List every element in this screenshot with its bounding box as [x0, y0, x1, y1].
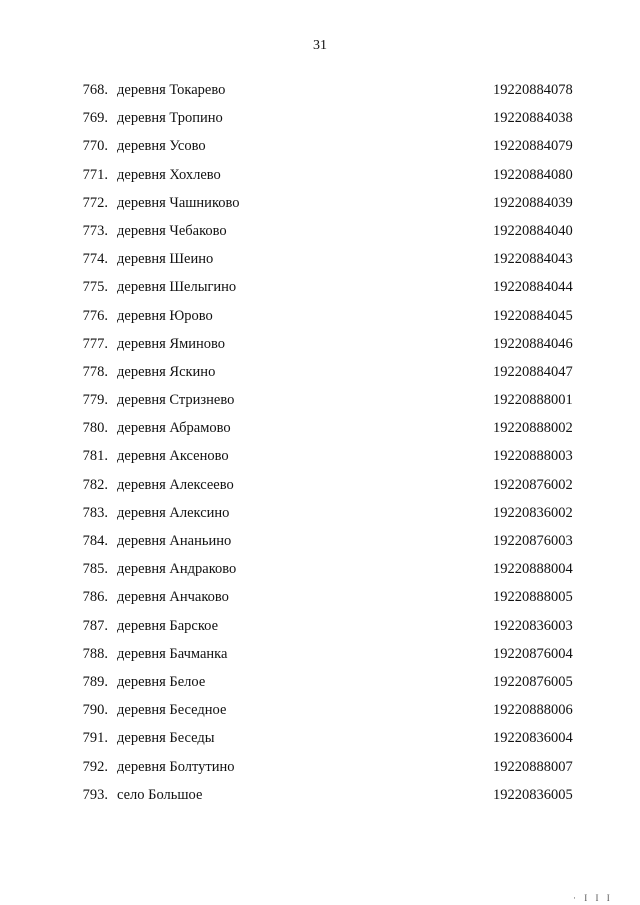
okato-code: 19220888007 [493, 758, 573, 775]
okato-code: 19220884044 [493, 279, 573, 296]
page-number: 31 [313, 38, 327, 53]
item-number: 777. [82, 335, 108, 352]
okato-code: 19220836004 [493, 730, 573, 747]
settlement-name: деревня Белое [117, 673, 206, 690]
list-item [0, 448, 640, 476]
settlement-name: деревня Тропино [117, 110, 223, 127]
item-number: 792. [82, 758, 108, 775]
settlement-name: деревня Аксеново [117, 448, 229, 465]
item-number: 783. [82, 504, 108, 521]
okato-code: 19220836002 [493, 504, 573, 521]
list-item [0, 533, 640, 561]
okato-code: 19220876002 [493, 476, 573, 493]
item-number: 768. [82, 82, 108, 98]
list-item [0, 589, 640, 617]
list-item [0, 420, 640, 448]
item-number: 770. [82, 138, 108, 155]
settlement-name: деревня Шелыгино [117, 279, 237, 296]
item-number: 779. [82, 392, 108, 409]
list-item [0, 138, 640, 166]
okato-code: 19220888002 [493, 420, 573, 437]
settlement-name: деревня Болтутино [117, 758, 235, 775]
item-number: 793. [82, 786, 108, 803]
item-number: 780. [82, 420, 108, 437]
item-number: 772. [82, 194, 108, 211]
okato-code: 19220884079 [493, 138, 573, 155]
okato-code: 19220884040 [493, 222, 573, 239]
list-item [0, 392, 640, 420]
okato-code: 19220876003 [493, 533, 573, 549]
list-item [0, 364, 640, 392]
okato-code: 19220888006 [493, 702, 573, 719]
okato-code: 19220884080 [493, 166, 573, 183]
okato-code: 19220888003 [493, 448, 573, 465]
settlement-name: деревня Беседы [117, 730, 215, 747]
settlement-name: деревня Яминово [117, 335, 226, 352]
okato-code: 19220884043 [493, 251, 573, 268]
list-item [0, 251, 640, 279]
item-number: 786. [82, 589, 108, 606]
item-number: 787. [82, 617, 108, 634]
item-number: 781. [82, 448, 108, 465]
list-item [0, 618, 640, 646]
settlement-name: деревня Юрово [117, 307, 213, 324]
item-number: 789. [82, 673, 108, 690]
settlement-name: деревня Анчаково [117, 589, 229, 606]
settlement-name: деревня Шеино [117, 251, 214, 268]
settlement-name: деревня Бачманка [117, 645, 228, 662]
settlement-name: деревня Алексеево [117, 476, 234, 493]
item-number: 788. [82, 645, 108, 662]
list-item [0, 279, 640, 307]
item-number: 769. [82, 110, 108, 127]
list-item [0, 477, 640, 505]
okato-code: 19220836003 [493, 617, 573, 634]
list-item [0, 82, 640, 110]
item-number: 774. [82, 251, 108, 268]
list-item [0, 505, 640, 533]
list-item [0, 646, 640, 674]
settlement-name: деревня Чебаково [117, 222, 227, 239]
okato-code: 19220888001 [493, 392, 573, 409]
okato-code: 19220884078 [493, 82, 573, 98]
item-number: 790. [82, 702, 108, 719]
okato-code: 19220884038 [493, 110, 573, 127]
item-number: 785. [82, 561, 108, 578]
settlement-name: деревня Усово [117, 138, 206, 155]
settlement-name: село Большое [117, 786, 203, 803]
okato-code: 19220836005 [493, 786, 573, 803]
settlement-name: деревня Стризнево [117, 392, 235, 409]
item-number: 782. [82, 476, 108, 493]
list-item [0, 561, 640, 589]
scan-marks: · I I I [573, 893, 613, 903]
settlement-name: деревня Хохлево [117, 166, 221, 183]
settlement-name: деревня Ананьино [117, 533, 232, 549]
list-item [0, 336, 640, 364]
okato-code: 19220888005 [493, 589, 573, 606]
settlement-name: деревня Чашниково [117, 194, 240, 211]
item-number: 784. [82, 533, 108, 549]
list-item [0, 110, 640, 138]
okato-code: 19220884046 [493, 335, 573, 352]
item-number: 771. [82, 166, 108, 183]
settlement-name: деревня Беседное [117, 702, 227, 719]
list-item [0, 674, 640, 702]
settlement-name: деревня Токарево [117, 82, 226, 98]
okato-code: 19220876004 [493, 645, 573, 662]
item-number: 791. [82, 730, 108, 747]
list-item [0, 195, 640, 223]
okato-code: 19220884045 [493, 307, 573, 324]
okato-code: 19220876005 [493, 673, 573, 690]
item-number: 775. [82, 279, 108, 296]
okato-code: 19220884039 [493, 194, 573, 211]
list-item [0, 730, 640, 758]
item-number: 778. [82, 363, 108, 380]
list-item [0, 167, 640, 195]
settlement-name: деревня Абрамово [117, 420, 231, 437]
settlement-list [0, 82, 640, 815]
item-number: 776. [82, 307, 108, 324]
okato-code: 19220884047 [493, 363, 573, 380]
settlement-name: деревня Алексино [117, 504, 230, 521]
okato-code: 19220888004 [493, 561, 573, 578]
list-item [0, 308, 640, 336]
list-item [0, 223, 640, 251]
list-item [0, 787, 640, 815]
list-item [0, 759, 640, 787]
item-number: 773. [82, 222, 108, 239]
list-item [0, 702, 640, 730]
settlement-name: деревня Андраково [117, 561, 237, 578]
settlement-name: деревня Яскино [117, 363, 216, 380]
settlement-name: деревня Барское [117, 617, 219, 634]
